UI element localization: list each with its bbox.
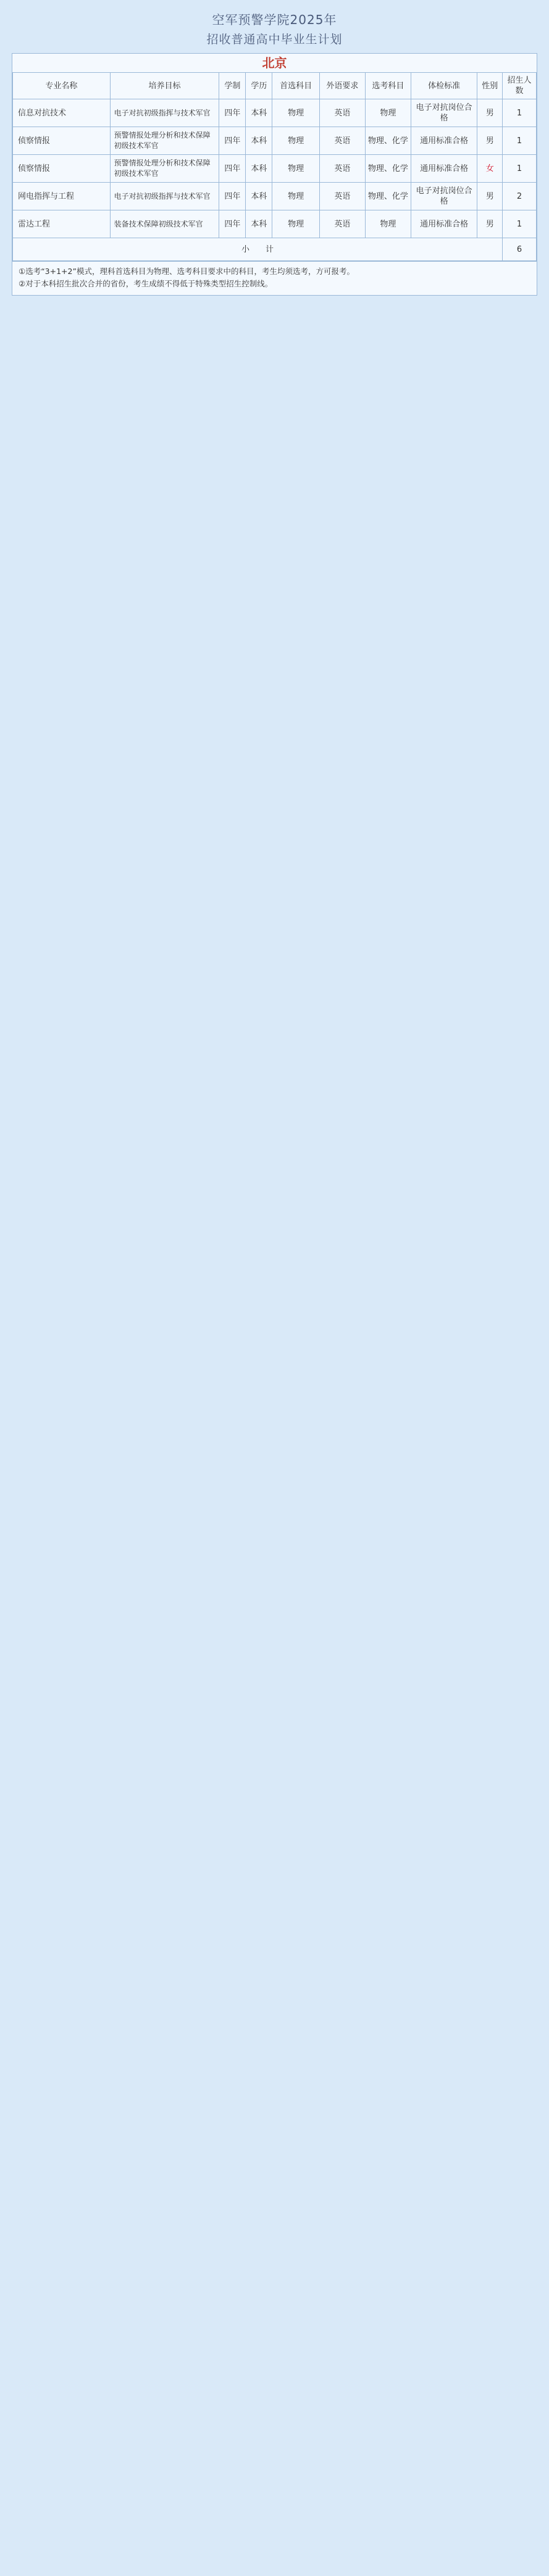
elective-cell: 物理、化学: [365, 127, 411, 155]
first-subject-cell: 物理: [272, 183, 319, 210]
elective-cell: 物理: [365, 210, 411, 238]
health-cell: 通用标准合格: [411, 155, 477, 183]
column-header: 培养目标: [110, 73, 219, 99]
major-cell: 信息对抗技术: [13, 99, 111, 127]
first-subject-cell: 物理: [272, 210, 319, 238]
years-cell: 四年: [219, 155, 246, 183]
degree-cell: 本科: [246, 183, 272, 210]
major-cell: 侦察情报: [13, 155, 111, 183]
goal-cell: 预警情报处理分析和技术保障初级技术军官: [110, 127, 219, 155]
elective-cell: 物理、化学: [365, 183, 411, 210]
gender-cell: 男: [477, 127, 503, 155]
major-cell: 网电指挥与工程: [13, 183, 111, 210]
health-cell: 通用标准合格: [411, 210, 477, 238]
table-row: [13, 127, 537, 155]
elective-cell: 物理: [365, 99, 411, 127]
page-title: 空军预警学院2025年: [212, 12, 337, 27]
subtotal-row: [13, 238, 537, 261]
table-row: [13, 99, 537, 127]
column-header: 学制: [219, 73, 246, 99]
page-subtitle: 招收普通高中毕业生计划: [206, 33, 343, 46]
elective-cell: 物理、化学: [365, 155, 411, 183]
count-cell: 1: [503, 127, 537, 155]
years-cell: 四年: [219, 99, 246, 127]
note-line: ②对于本科招生批次合并的省份，考生成绩不得低于特殊类型招生控制线。: [19, 279, 273, 288]
language-cell: 英语: [319, 99, 365, 127]
language-cell: 英语: [319, 210, 365, 238]
health-cell: 电子对抗岗位合格: [411, 99, 477, 127]
major-cell: 侦察情报: [13, 127, 111, 155]
goal-cell: 预警情报处理分析和技术保障初级技术军官: [110, 155, 219, 183]
goal-cell: 电子对抗初级指挥与技术军官: [110, 99, 219, 127]
plan-table: [12, 72, 537, 261]
first-subject-cell: 物理: [272, 99, 319, 127]
column-header: 首选科目: [272, 73, 319, 99]
table-row: [13, 210, 537, 238]
count-cell: 2: [503, 183, 537, 210]
health-cell: 通用标准合格: [411, 127, 477, 155]
column-header: 体检标准: [411, 73, 477, 99]
subtotal-value: 6: [503, 238, 537, 261]
count-cell: 1: [503, 210, 537, 238]
province-title: 北京: [262, 56, 287, 70]
table-header-row: [13, 73, 537, 99]
gender-cell: 女: [477, 155, 503, 183]
column-header: 专业名称: [13, 73, 111, 99]
major-cell: 雷达工程: [13, 210, 111, 238]
degree-cell: 本科: [246, 155, 272, 183]
goal-cell: 装备技术保障初级技术军官: [110, 210, 219, 238]
column-header: 性别: [477, 73, 503, 99]
notes: [12, 261, 537, 295]
column-header: 学历: [246, 73, 272, 99]
goal-cell: 电子对抗初级指挥与技术军官: [110, 183, 219, 210]
table-row: [13, 183, 537, 210]
province-section-beijing: [12, 53, 537, 296]
language-cell: 英语: [319, 127, 365, 155]
degree-cell: 本科: [246, 127, 272, 155]
first-subject-cell: 物理: [272, 155, 319, 183]
gender-cell: 男: [477, 99, 503, 127]
table-row: [13, 155, 537, 183]
column-header: 选考科目: [365, 73, 411, 99]
gender-cell: 男: [477, 210, 503, 238]
note-line: ①选考“3+1+2”模式，理科首选科目为物理、选考科目要求中的科目，考生均须选考，方可报考。: [19, 267, 354, 276]
subtotal-label: 小 计: [13, 238, 503, 261]
page-header: [0, 0, 549, 48]
column-header: 招生人数: [503, 73, 537, 99]
gender-cell: 男: [477, 183, 503, 210]
count-cell: 1: [503, 99, 537, 127]
years-cell: 四年: [219, 210, 246, 238]
health-cell: 电子对抗岗位合格: [411, 183, 477, 210]
column-header: 外语要求: [319, 73, 365, 99]
language-cell: 英语: [319, 155, 365, 183]
language-cell: 英语: [319, 183, 365, 210]
years-cell: 四年: [219, 183, 246, 210]
first-subject-cell: 物理: [272, 127, 319, 155]
degree-cell: 本科: [246, 99, 272, 127]
count-cell: 1: [503, 155, 537, 183]
years-cell: 四年: [219, 127, 246, 155]
degree-cell: 本科: [246, 210, 272, 238]
